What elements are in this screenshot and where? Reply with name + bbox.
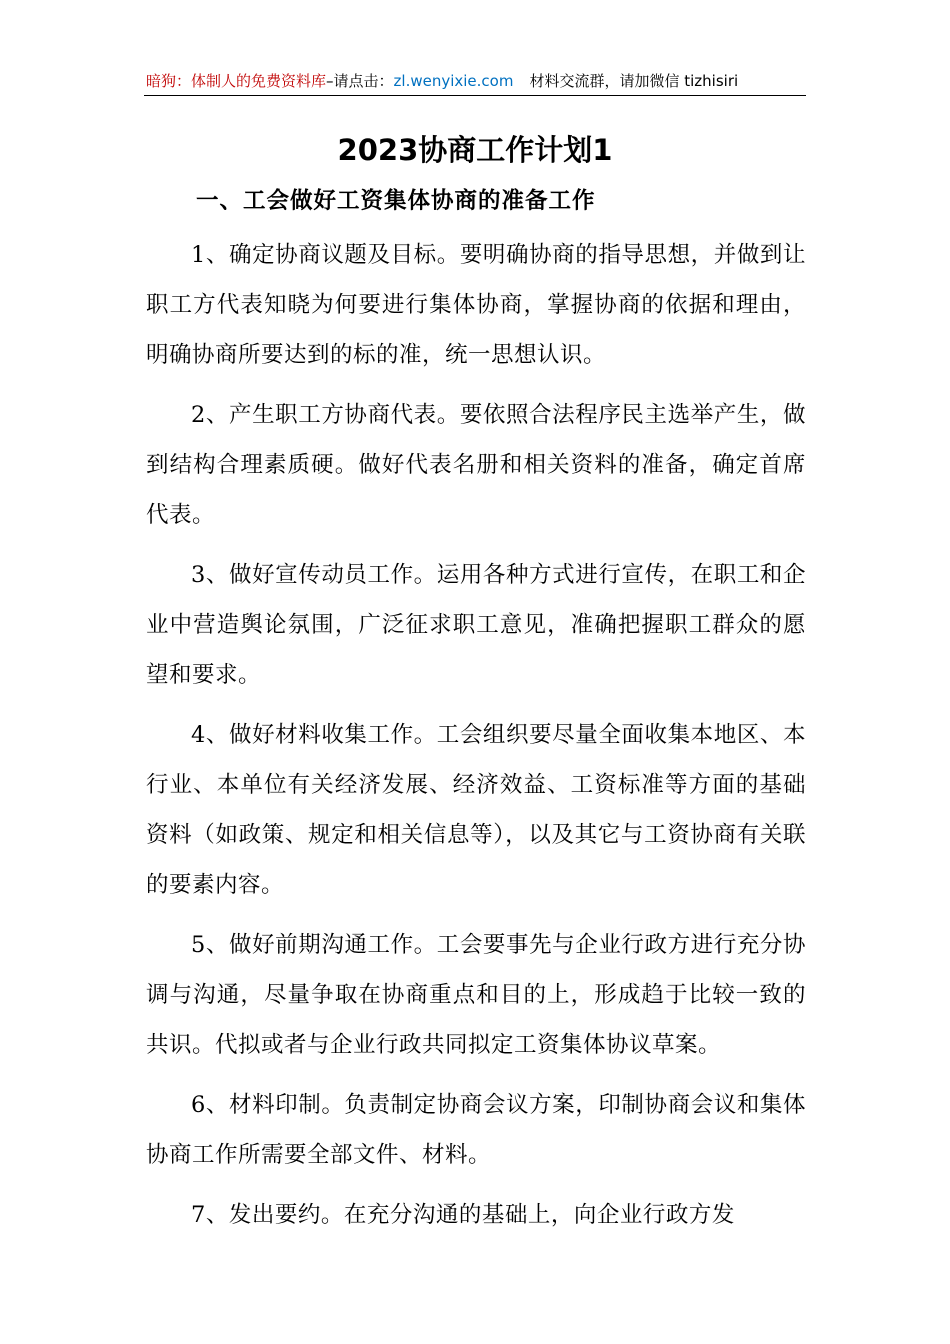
- paragraph-2: 2、产生职工方协商代表。要依照合法程序民主选举产生，做到结构合理素质硬。做好代表名册和相关资料的准备，确定首席代表。: [146, 402, 806, 528]
- paragraph-7: 7、发出要约。在充分沟通的基础上，向企业行政方发: [191, 1202, 735, 1228]
- paragraph-3: 3、做好宣传动员工作。运用各种方式进行宣传，在职工和企业中营造舆论氛围，广泛征求职工意见，准确把握职工群众的愿望和要求。: [146, 562, 806, 688]
- header-divider: [144, 95, 806, 96]
- header-group-note: 材料交流群，请加微信 tizhisiri: [529, 72, 739, 90]
- document-body: [146, 230, 806, 1250]
- document-title: 2023协商工作计划1: [337, 133, 613, 167]
- section-heading: 一、工会做好工资集体协商的准备工作: [196, 188, 596, 214]
- header-click-prefix: –请点击：: [326, 72, 394, 90]
- page-header: [146, 68, 806, 94]
- paragraph-5: 5、做好前期沟通工作。工会要事先与企业行政方进行充分协调与沟通，尽量争取在协商重点和目的上，形成趋于比较一致的共识。代拟或者与企业行政共同拟定工资集体协议草案。: [146, 932, 806, 1058]
- paragraph-6: 6、材料印制。负责制定协商会议方案，印制协商会议和集体协商工作所需要全部文件、材料。: [146, 1092, 806, 1168]
- header-site-link[interactable]: zl.wenyixie.com: [393, 72, 514, 90]
- paragraph-1: 1、确定协商议题及目标。要明确协商的指导思想，并做到让职工方代表知晓为何要进行集体协商，掌握协商的依据和理由，明确协商所要达到的标的准，统一思想认识。: [146, 242, 806, 368]
- paragraph-4: 4、做好材料收集工作。工会组织要尽量全面收集本地区、本行业、本单位有关经济发展、经济效益、工资标准等方面的基础资料（如政策、规定和相关信息等），以及其它与工资协商有关联的要素内容。: [146, 722, 806, 898]
- header-brand: 暗狗：体制人的免费资料库: [146, 72, 327, 90]
